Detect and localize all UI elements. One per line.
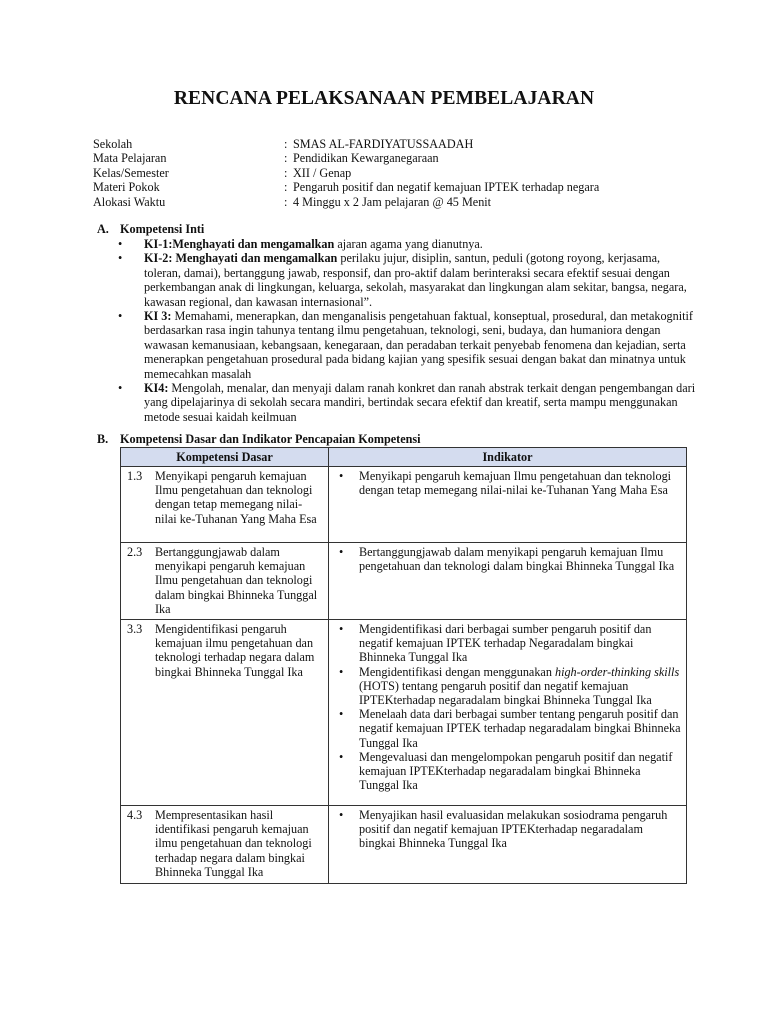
indicator-list <box>335 469 682 497</box>
bullet-icon: • <box>118 251 123 266</box>
ki-label: KI-2: Menghayati dan mengamalkan <box>144 251 338 266</box>
info-colon: : <box>284 151 288 166</box>
indicator-text: Menelaah data dari berbagai sumber tentang pengaruh positif dan negatif kemajuan IPTEK terhadap negaradalam bingkai Bhinneka Tunggal Ika <box>359 707 681 750</box>
kd-text: Mempresentasikan hasil identifikasi pengaruh kemajuan ilmu pengetahuan dan teknologi terhadap negara dalam bingkai Bhinneka Tunggal Ika <box>155 808 312 879</box>
bullet-icon: • <box>339 707 344 722</box>
indicator-item <box>335 707 682 750</box>
info-row <box>93 166 713 180</box>
indicator-list <box>335 622 682 792</box>
kompetensi-dasar-section <box>97 432 697 447</box>
ki-label: KI 3: <box>144 309 172 324</box>
indicator-item <box>335 469 682 497</box>
indicator-item <box>335 665 682 708</box>
ki-text: Memahami, menerapkan, dan menganalisis pengetahuan faktual, konseptual, prosedural, dan metakognitif berdasarkan rasa ingin tahunya tentang ilmu pengetahuan, teknologi, seni, budaya, dan humaniora dengan wawasan kemanusiaan, kebangsaan, kenegaraan, dan peradaban terkait penyebab fenomena dan kejadian, serta menerapkan pengetahuan prosedural pada bidang kajian yang spesifik sesuai dengan bakat dan minatnya untuk memecahkan masalah <box>144 309 693 381</box>
info-label: Materi Pokok <box>93 180 160 195</box>
table-row <box>121 806 687 884</box>
kd-text: Bertanggungjawab dalam menyikapi pengaruh kemajuan Ilmu pengetahuan dan teknologi dalam bingkai Bhinneka Tunggal Ika <box>155 545 318 616</box>
indicator-text: Bertanggungjawab dalam menyikapi pengaruh kemajuan Ilmu pengetahuan dan teknologi dalam bingkai Bhinneka Tunggal Ika <box>359 545 675 574</box>
info-colon: : <box>284 194 288 209</box>
info-row <box>93 137 713 151</box>
column-header-kd: Kompetensi Dasar <box>121 448 329 467</box>
info-value: SMAS AL-FARDIYATUSSAADAH <box>293 137 474 151</box>
indicator-text-post: (HOTS) tentang pengaruh positif dan negatif kemajuan IPTEKterhadap negaradalam bingkai Bhinneka Tunggal Ika <box>359 678 652 708</box>
table-row <box>121 620 687 806</box>
kd-cell <box>121 806 329 884</box>
bullet-icon: • <box>339 469 344 483</box>
info-colon: : <box>284 165 288 180</box>
kd-cell <box>121 543 329 620</box>
info-value: Pengaruh positif dan negatif kemajuan IPTEK terhadap negara <box>293 180 600 195</box>
info-label: Alokasi Waktu <box>93 194 166 209</box>
table-row <box>121 467 687 543</box>
indicator-list <box>335 545 682 573</box>
section-title: Kompetensi Dasar dan Indikator Pencapaian Kompetensi <box>120 432 421 446</box>
section-heading <box>97 432 697 447</box>
indicator-item <box>335 750 682 793</box>
info-label: Kelas/Semester <box>93 165 169 180</box>
ki-text: perilaku jujur, disiplin, santun, peduli (gotong royong, kerjasama, toleran, damai), bertanggung jawab, responsif, dan pro-aktif dalam berinteraksi secara efektif sesuai dengan perkembangan anak di lingkungan, keluarga, sekolah, masyarakat dan lingkungan alam sekitar, bangsa, negara, kawasan regional, dan kawasan internasional”. <box>144 251 687 309</box>
info-value: Pendidikan Kewarganegaraan <box>293 151 439 166</box>
section-title: Kompetensi Inti <box>120 222 205 236</box>
info-row <box>93 180 713 194</box>
ki-text: ajaran agama yang dianutnya. <box>334 237 483 251</box>
kd-indicator-table <box>120 447 687 884</box>
indicator-list <box>335 808 682 851</box>
indicator-item <box>335 808 682 851</box>
kd-number: 2.3 <box>127 545 143 559</box>
column-header-indikator: Indikator <box>329 448 687 467</box>
kd-number: 3.3 <box>127 622 143 637</box>
info-row <box>93 195 713 209</box>
bullet-icon: • <box>339 664 344 679</box>
bullet-icon: • <box>339 545 344 559</box>
info-label: Mata Pelajaran <box>93 151 167 166</box>
indicator-text-italic: high-order-thinking skills <box>554 664 680 679</box>
info-value: 4 Minggu x 2 Jam pelajaran @ 45 Menit <box>293 194 492 209</box>
ki-text: Mengolah, menalar, dan menyaji dalam ranah konkret dan ranah abstrak terkait dengan pengembangan dari yang dipelajarinya di sekolah secara mandiri, bertindak secara efektif dan kreatif, serta mampu menggunakan metode sesuai kaidah keilmuan <box>144 381 696 424</box>
indicator-text-pre: Mengidentifikasi dengan menggunakan <box>359 664 555 679</box>
section-letter: B. <box>97 432 109 446</box>
list-item <box>97 381 697 424</box>
kd-text: Menyikapi pengaruh kemajuan Ilmu pengetahuan dan teknologi dengan tetap memegang nilai-nilai ke-Tuhanan Yang Maha Esa <box>155 469 317 526</box>
bullet-icon: • <box>118 237 123 251</box>
kd-text: Mengidentifikasi pengaruh kemajuan ilmu pengetahuan dan teknologi terhadap negara dalam bingkai Bhinneka Tunggal Ika <box>155 622 315 679</box>
indicator-cell <box>329 543 687 620</box>
indicator-text: Mengidentifikasi dari berbagai sumber pengaruh positif dan negatif kemajuan IPTEK terhadap Negaradalam bingkai Bhinneka Tunggal Ika <box>359 622 652 665</box>
kd-cell <box>121 620 329 806</box>
kompetensi-inti-section <box>97 222 697 424</box>
section-heading <box>97 222 697 237</box>
indicator-text: Menyajikan hasil evaluasidan melakukan sosiodrama pengaruh positif dan negatif kemajuan IPTEKterhadap negaradalam bingkai Bhinneka Tunggal Ika <box>359 808 668 851</box>
table-row <box>121 543 687 620</box>
bullet-icon: • <box>339 749 344 764</box>
table-header-row <box>121 448 687 467</box>
section-letter: A. <box>97 222 109 236</box>
indicator-cell <box>329 806 687 884</box>
indicator-cell <box>329 620 687 806</box>
indicator-text: Mengevaluasi dan mengelompokan pengaruh positif dan negatif kemajuan IPTEKterhadap negaradalam bingkai Bhinneka Tunggal Ika <box>359 749 673 793</box>
indicator-item <box>335 622 682 665</box>
info-colon: : <box>284 137 288 151</box>
ki-list <box>97 237 697 424</box>
bullet-icon: • <box>339 808 344 823</box>
kd-number: 4.3 <box>127 808 143 823</box>
info-label: Sekolah <box>93 137 133 151</box>
indicator-cell <box>329 467 687 543</box>
list-item <box>97 237 697 251</box>
indicator-text: Menyikapi pengaruh kemajuan Ilmu pengetahuan dan teknologi dengan tetap memegang nilai-nilai ke-Tuhanan Yang Maha Esa <box>359 469 672 498</box>
bullet-icon: • <box>339 622 344 637</box>
list-item <box>97 309 697 381</box>
ki-label: KI-1:Menghayati dan mengamalkan <box>144 237 335 251</box>
ki-label: KI4: <box>144 381 169 396</box>
document-title: RENCANA PELAKSANAAN PEMBELAJARAN <box>173 88 595 109</box>
bullet-icon: • <box>118 309 123 324</box>
indicator-item <box>335 545 682 573</box>
list-item <box>97 251 697 309</box>
bullet-icon: • <box>118 381 123 396</box>
info-value: XII / Genap <box>293 165 352 180</box>
info-colon: : <box>284 180 288 195</box>
kd-cell <box>121 467 329 543</box>
info-row <box>93 151 713 165</box>
kd-number: 1.3 <box>127 469 143 483</box>
info-block <box>93 137 713 209</box>
